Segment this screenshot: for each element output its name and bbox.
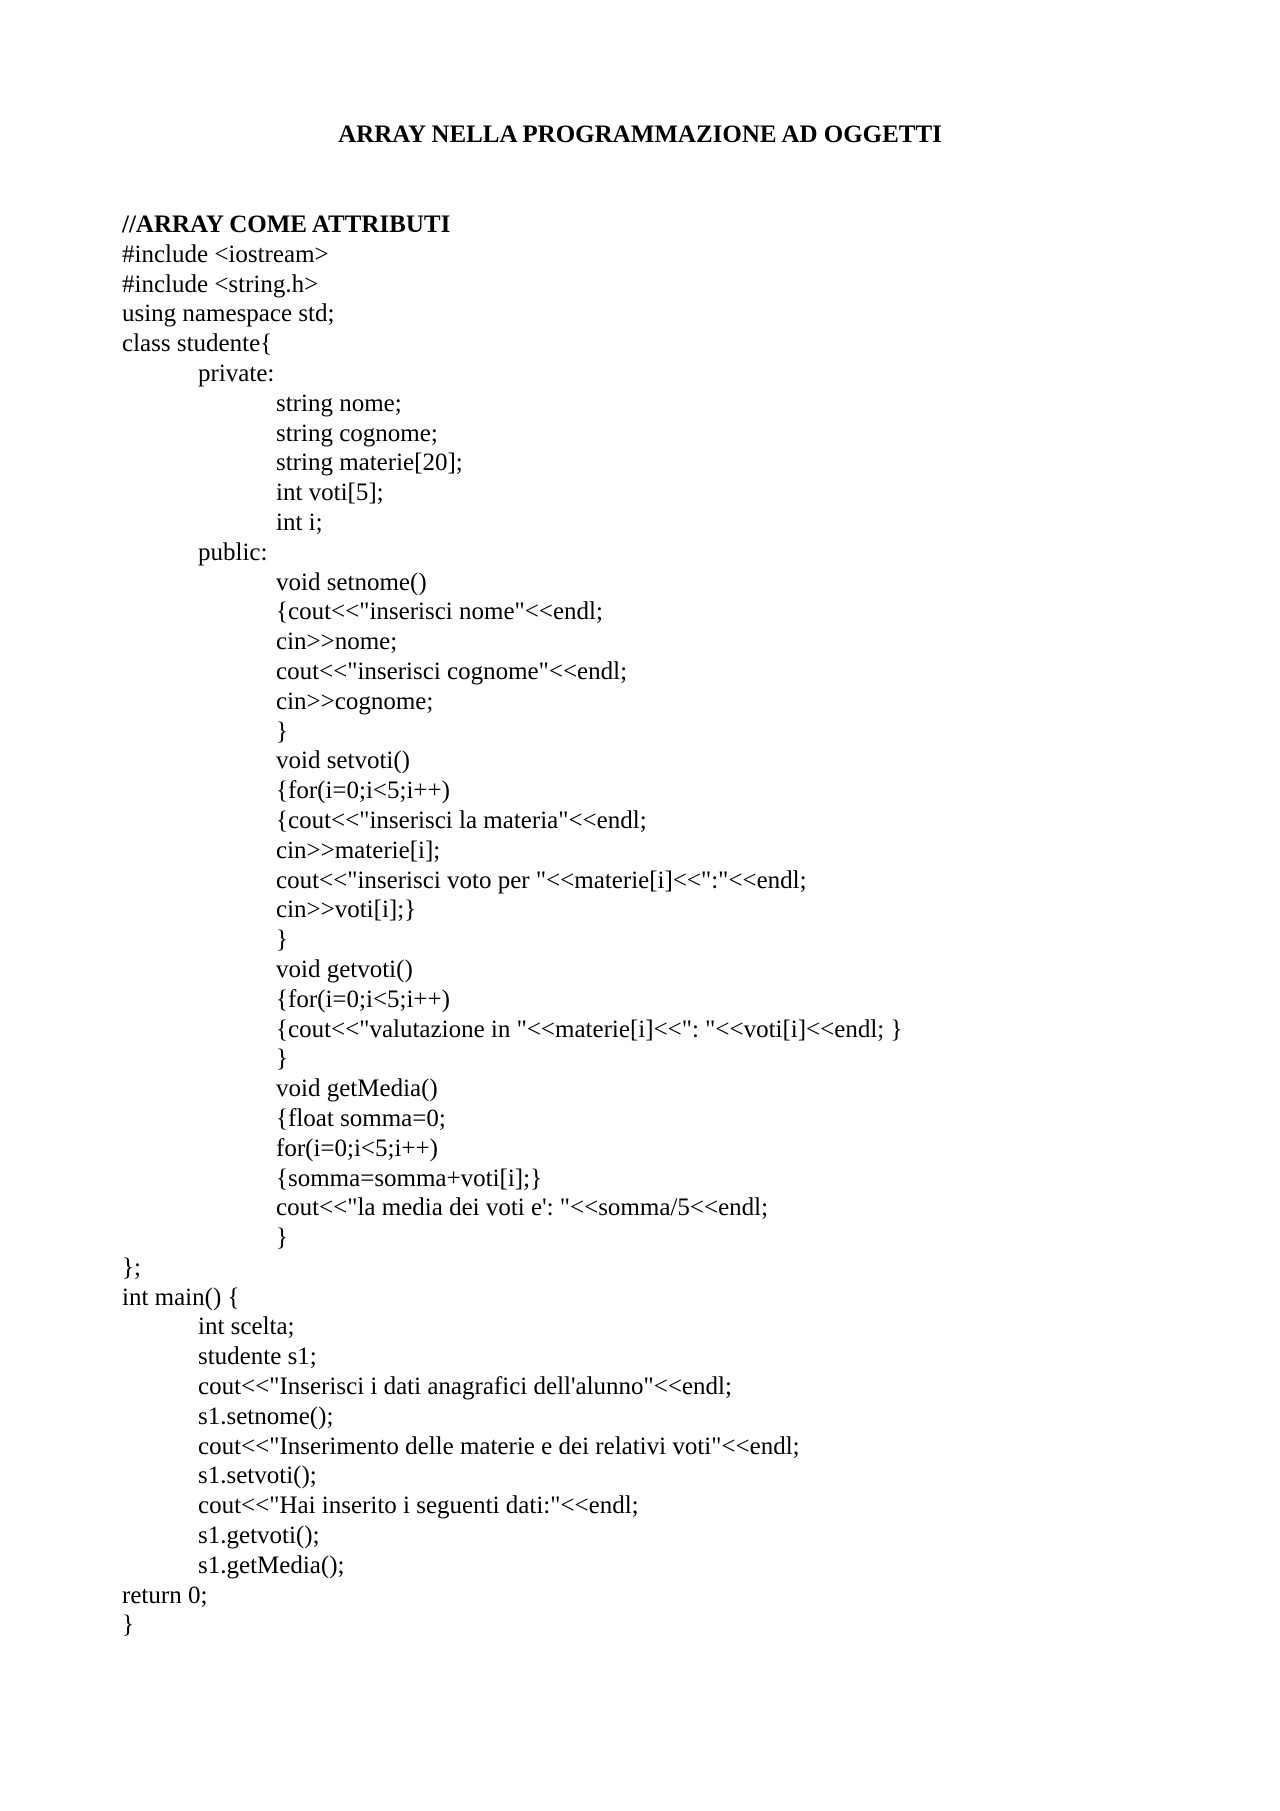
code-line: } bbox=[276, 717, 288, 745]
code-line: } bbox=[276, 1224, 288, 1252]
code-line: s1.setvoti(); bbox=[198, 1462, 317, 1490]
code-line: int voti[5]; bbox=[276, 479, 384, 507]
code-line: s1.getMedia(); bbox=[198, 1551, 345, 1579]
code-listing bbox=[122, 210, 1182, 1640]
section-heading: //ARRAY COME ATTRIBUTI bbox=[122, 211, 451, 238]
code-line: cout<<"inserisci cognome"<<endl; bbox=[276, 657, 628, 685]
code-line: void setvoti() bbox=[276, 747, 411, 775]
code-line: cin>>nome; bbox=[276, 628, 398, 656]
code-line: int main() { bbox=[122, 1283, 240, 1311]
code-line: {float somma=0; bbox=[276, 1104, 446, 1132]
code-line: int scelta; bbox=[198, 1313, 295, 1341]
code-line: using namespace std; bbox=[122, 300, 335, 328]
code-line: return 0; bbox=[122, 1581, 208, 1609]
code-line: cout<<"Hai inserito i seguenti dati:"<<endl; bbox=[198, 1492, 639, 1520]
code-line: {for(i=0;i<5;i++) bbox=[276, 985, 450, 1013]
code-line: #include <string.h> bbox=[122, 270, 319, 298]
code-line: void getvoti() bbox=[276, 955, 413, 983]
code-line: void setnome() bbox=[276, 568, 427, 596]
code-line: int i; bbox=[276, 508, 323, 536]
code-line: } bbox=[122, 1611, 134, 1639]
code-line: {cout<<"inserisci nome"<<endl; bbox=[276, 598, 603, 626]
code-line: cout<<"Inserisci i dati anagrafici dell'alunno"<<endl; bbox=[198, 1373, 732, 1401]
code-line: cin>>materie[i]; bbox=[276, 836, 441, 864]
code-line: cout<<"Inserimento delle materie e dei relativi voti"<<endl; bbox=[198, 1432, 800, 1460]
code-line: cin>>cognome; bbox=[276, 687, 434, 715]
code-line: string cognome; bbox=[276, 419, 438, 447]
code-line: #include <iostream> bbox=[122, 240, 329, 268]
code-line: s1.setnome(); bbox=[198, 1402, 334, 1430]
code-line: } bbox=[276, 926, 288, 954]
code-line: cout<<"inserisci voto per "<<materie[i]<<":"<<endl; bbox=[276, 866, 807, 894]
code-line: cin>>voti[i];} bbox=[276, 896, 417, 924]
code-line: } bbox=[276, 1045, 288, 1073]
code-line: }; bbox=[122, 1253, 141, 1281]
code-line: public: bbox=[198, 538, 268, 566]
code-line: {for(i=0;i<5;i++) bbox=[276, 777, 450, 805]
code-line: studente s1; bbox=[198, 1343, 317, 1371]
code-line: string materie[20]; bbox=[276, 449, 463, 477]
code-line: s1.getvoti(); bbox=[198, 1522, 320, 1550]
code-line: string nome; bbox=[276, 389, 402, 417]
code-line: {cout<<"valutazione in "<<materie[i]<<": "<<voti[i]<<endl; } bbox=[276, 1015, 903, 1043]
code-line: {cout<<"inserisci la materia"<<endl; bbox=[276, 806, 647, 834]
page-title: ARRAY NELLA PROGRAMMAZIONE AD OGGETTI bbox=[338, 121, 942, 148]
code-line: void getMedia() bbox=[276, 1075, 438, 1103]
code-line: for(i=0;i<5;i++) bbox=[276, 1134, 438, 1162]
code-line: class studente{ bbox=[122, 330, 273, 358]
code-line: private: bbox=[198, 359, 275, 387]
code-line: {somma=somma+voti[i];} bbox=[276, 1164, 543, 1192]
code-line: cout<<"la media dei voti e': "<<somma/5<<endl; bbox=[276, 1194, 769, 1222]
